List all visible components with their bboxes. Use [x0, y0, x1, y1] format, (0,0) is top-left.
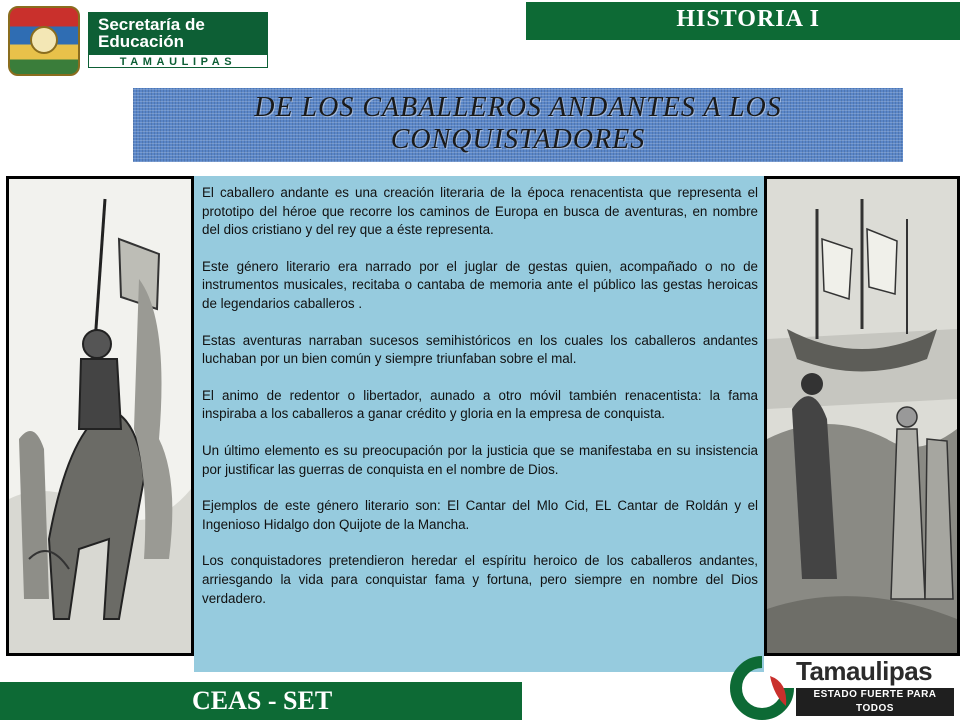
slide-title: DE LOS CABALLEROS ANDANTES A LOS CONQUISTADORES	[254, 92, 782, 155]
seal-center	[30, 26, 58, 54]
paragraph-7: Los conquistadores pretendieron heredar el espíritu heroico de los caballeros andantes, arriesgando la vida para conquistar fama y fortuna, pero siempre en nombre del Dios verdadero.	[202, 553, 758, 606]
paragraph-6: Ejemplos de este género literario son: El Cantar del Mlo Cid, EL Cantar de Roldán y el Ingenioso Hidalgo don Quijote de la Mancha.	[202, 498, 758, 532]
sep-logo	[88, 12, 268, 68]
conquistadors-illustration	[764, 176, 960, 656]
paragraph-1: El caballero andante es una creación literaria de la época renacentista que representa el prototipo del héroe que recorre los caminos de Europa en busca de aventuras, en nombre del dios cristiano y del rey que a éste representa.	[202, 185, 758, 238]
tamaulipas-logo	[730, 656, 960, 720]
conquest-engraving-icon	[767, 179, 957, 653]
course-title-bar	[526, 2, 960, 40]
tamaulipas-emblem-icon	[730, 656, 794, 720]
logo-line1: Secretaría de	[98, 15, 205, 34]
paragraph-4: El animo de redentor o libertador, aunado a otro móvil también renacentista: la fama inspiraba a los caballeros a ganar crédito y gloria en la empresa de conquista.	[202, 387, 758, 422]
paragraph-5: Un último elemento es su preocupación por la justicia que se manifestaba en su insistencia por justificar las guerras de conquista en el nombre de Dios.	[202, 442, 758, 477]
logo-subtitle: TAMAULIPAS	[88, 54, 268, 68]
paragraph-3: Estas aventuras narraban sucesos semihistóricos en los cuales los caballeros andantes luchaban por un bien común y siempre triunfaban sobre el mal.	[202, 332, 758, 367]
knight-illustration	[6, 176, 194, 656]
footer-label: CEAS - SET	[192, 686, 333, 715]
state-seal-icon	[8, 6, 80, 76]
title-banner	[133, 88, 903, 162]
knight-engraving-icon	[9, 179, 191, 653]
brand-tagline: ESTADO FUERTE PARA TODOS	[796, 688, 954, 716]
text-panel	[194, 176, 764, 672]
course-title: HISTORIA I	[676, 6, 820, 32]
logo-line2: Educación	[98, 32, 184, 51]
footer-bar	[0, 682, 522, 720]
brand-name: Tamaulipas	[796, 656, 933, 686]
paragraph-2: Este género literario era narrado por el juglar de gestas quien, acompañado o no de instrumentos musicales, recitaba o cantaba de memoria ante el público las gestas heroicas de legendarios caballeros .	[202, 258, 758, 311]
